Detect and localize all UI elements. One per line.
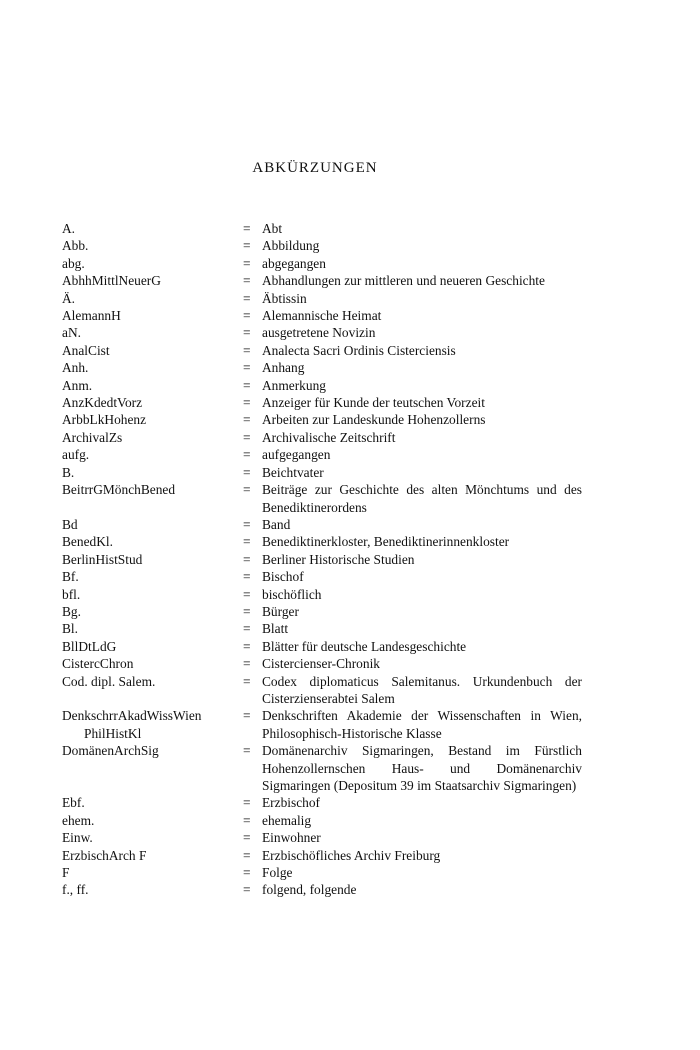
abbreviation-entry xyxy=(62,446,582,463)
equals-sign: = xyxy=(243,395,251,411)
equals-sign: = xyxy=(243,308,251,324)
abbreviation-term-line: A. xyxy=(62,221,76,236)
abbreviation-definition: bischöflich xyxy=(262,586,322,602)
abbreviation-entry xyxy=(62,342,582,359)
abbreviation-entry xyxy=(62,324,582,341)
abbreviation-definition: aufgegangen xyxy=(262,447,331,463)
abbreviation-definition: Archivalische Zeitschrift xyxy=(262,429,396,445)
abbreviation-term-line: f., ff. xyxy=(62,882,89,898)
abbreviation-definition: Folge xyxy=(262,865,293,881)
abbreviation-term-line: AnalCist xyxy=(62,342,110,358)
abbreviation-term-line: Bf. xyxy=(62,569,79,585)
abbreviation-entry xyxy=(62,568,582,585)
equals-sign: = xyxy=(243,812,251,828)
abbreviation-entry xyxy=(62,272,582,289)
equals-sign: = xyxy=(243,743,251,759)
abbreviation-term xyxy=(62,342,243,359)
abbreviation-entry xyxy=(62,533,582,550)
equals-sign: = xyxy=(243,708,251,724)
abbreviation-definition: Erzbischöfliches Archiv Freiburg xyxy=(262,847,441,863)
abbreviation-term-line: CistercChron xyxy=(62,656,134,672)
abbreviation-definition: Blatt xyxy=(262,621,289,637)
equals-sign: = xyxy=(243,429,251,445)
abbreviation-term-line: B. xyxy=(62,464,75,480)
equals-sign: = xyxy=(243,221,251,236)
abbreviation-term xyxy=(62,533,243,550)
abbreviation-term xyxy=(62,794,243,811)
abbreviation-definition: Abbildung xyxy=(262,238,320,254)
abbreviation-term-line: F xyxy=(62,865,70,881)
abbreviation-entry xyxy=(62,516,582,533)
equals-sign: = xyxy=(243,847,251,863)
equals-sign: = xyxy=(243,482,251,498)
abbreviation-term-line: BenedKl. xyxy=(62,534,113,550)
abbreviation-definition: Arbeiten zur Landeskunde Hohenzollerns xyxy=(262,412,486,428)
abbreviation-term xyxy=(62,742,243,759)
abbreviation-term xyxy=(62,707,243,742)
abbreviation-term-line: Anh. xyxy=(62,360,89,376)
abbreviation-entry xyxy=(62,481,582,516)
abbreviation-term-line: Bl. xyxy=(62,621,78,637)
abbreviation-term xyxy=(62,812,243,829)
abbreviation-entry xyxy=(62,255,582,272)
abbreviation-definition: ausgetretene Novizin xyxy=(262,325,376,341)
abbreviation-entry xyxy=(62,551,582,568)
abbreviation-entry xyxy=(62,794,582,811)
abbreviation-term-line: Abb. xyxy=(62,238,89,254)
equals-sign: = xyxy=(243,325,251,341)
abbreviation-entry xyxy=(62,673,582,708)
abbreviation-term-line: Cod. dipl. Salem. xyxy=(62,673,156,689)
equals-sign: = xyxy=(243,551,251,567)
abbreviation-term-line: Ebf. xyxy=(62,795,85,811)
abbreviation-term-line: aufg. xyxy=(62,447,90,463)
equals-sign: = xyxy=(243,412,251,428)
abbreviation-term xyxy=(62,464,243,481)
abbreviation-term-line: Anm. xyxy=(62,377,93,393)
abbreviation-term xyxy=(62,568,243,585)
abbreviation-term xyxy=(62,429,243,446)
abbreviation-term-line: aN. xyxy=(62,325,81,341)
abbreviation-definition: Beiträge zur Geschichte des alten Mönchtums und des Benediktinerordens xyxy=(262,482,582,515)
abbreviation-term xyxy=(62,307,243,324)
abbreviation-term xyxy=(62,272,243,289)
equals-sign: = xyxy=(243,534,251,550)
abbreviation-entry xyxy=(62,377,582,394)
abbreviation-definition: ehemalig xyxy=(262,812,312,828)
abbreviation-entry xyxy=(62,829,582,846)
equals-sign: = xyxy=(243,342,251,358)
equals-sign: = xyxy=(243,795,251,811)
abbreviation-entry xyxy=(62,237,582,254)
equals-sign: = xyxy=(243,464,251,480)
abbreviation-definition: Alemannische Heimat xyxy=(262,308,382,324)
abbreviation-definition: Beichtvater xyxy=(262,464,324,480)
abbreviation-definition: Blätter für deutsche Landesgeschichte xyxy=(262,638,467,654)
abbreviation-term-line: ArchivalZs xyxy=(62,429,123,445)
abbreviation-term xyxy=(62,377,243,394)
abbreviation-term-line: Einw. xyxy=(62,830,93,846)
abbreviation-term xyxy=(62,655,243,672)
abbreviation-entry xyxy=(62,411,582,428)
abbreviation-term xyxy=(62,638,243,655)
abbreviation-entry xyxy=(62,655,582,672)
abbreviation-entry xyxy=(62,742,582,794)
abbreviation-entry xyxy=(62,620,582,637)
abbreviation-term-line: Bg. xyxy=(62,603,81,619)
abbreviation-entry xyxy=(62,638,582,655)
abbreviation-term-line: Ä. xyxy=(62,290,76,306)
page-title: ABKÜRZUNGEN xyxy=(252,160,378,176)
equals-sign: = xyxy=(243,238,251,254)
equals-sign: = xyxy=(243,255,251,271)
abbreviation-term xyxy=(62,847,243,864)
abbreviation-term-line: ErzbischArch F xyxy=(62,847,147,863)
abbreviation-entry xyxy=(62,359,582,376)
abbreviation-definition: Analecta Sacri Ordinis Cisterciensis xyxy=(262,342,456,358)
abbreviation-term-line: abg. xyxy=(62,255,85,271)
equals-sign: = xyxy=(243,621,251,637)
abbreviation-term-line: DomänenArchSig xyxy=(62,743,159,759)
abbreviation-entry xyxy=(62,464,582,481)
abbreviation-entry xyxy=(62,864,582,881)
equals-sign: = xyxy=(243,586,251,602)
equals-sign: = xyxy=(243,569,251,585)
abbreviation-term-line: DenkschrrAkadWissWien xyxy=(62,708,202,724)
abbreviation-term xyxy=(62,237,243,254)
abbreviation-term xyxy=(62,673,243,690)
equals-sign: = xyxy=(243,290,251,306)
abbreviation-definition: Bürger xyxy=(262,603,299,619)
abbreviation-term-line: BllDtLdG xyxy=(62,638,117,654)
equals-sign: = xyxy=(243,603,251,619)
equals-sign: = xyxy=(243,360,251,376)
abbreviation-term-line: BeitrrGMönchBened xyxy=(62,482,176,498)
abbreviation-entry xyxy=(62,429,582,446)
abbreviation-term xyxy=(62,394,243,411)
abbreviation-term xyxy=(62,864,243,881)
equals-sign: = xyxy=(243,516,251,532)
abbreviation-definition: Abhandlungen zur mittleren und neueren Geschichte xyxy=(262,273,545,289)
abbreviation-term xyxy=(62,620,243,637)
equals-sign: = xyxy=(243,447,251,463)
abbreviation-definition: Bischof xyxy=(262,569,304,585)
abbreviation-entry xyxy=(62,307,582,324)
abbreviation-term xyxy=(62,603,243,620)
abbreviation-term xyxy=(62,446,243,463)
abbreviation-definition: Cistercienser-Chronik xyxy=(262,656,380,672)
abbreviation-definition: abgegangen xyxy=(262,255,326,271)
abbreviation-term-line: AnzKdedtVorz xyxy=(62,395,143,411)
abbreviation-term xyxy=(62,586,243,603)
abbreviation-definition: Äbtissin xyxy=(262,290,307,306)
abbreviation-entry xyxy=(62,707,582,742)
abbreviation-term xyxy=(62,290,243,307)
abbreviation-term xyxy=(62,551,243,568)
equals-sign: = xyxy=(243,656,251,672)
abbreviation-definition: Denkschriften Akademie der Wissenschaften in Wien, Philosophisch-Historische Klasse xyxy=(262,708,582,741)
equals-sign: = xyxy=(243,377,251,393)
abbreviation-definition: Erzbischof xyxy=(262,795,321,811)
equals-sign: = xyxy=(243,638,251,654)
abbreviation-term-line: Bd xyxy=(62,516,78,532)
abbreviation-term-line: ArbbLkHohenz xyxy=(62,412,147,428)
abbreviation-entry xyxy=(62,847,582,864)
abbreviation-list xyxy=(62,220,582,899)
equals-sign: = xyxy=(243,673,251,689)
abbreviation-entry xyxy=(62,394,582,411)
equals-sign: = xyxy=(243,830,251,846)
equals-sign: = xyxy=(243,882,251,898)
abbreviation-term xyxy=(62,324,243,341)
abbreviation-entry xyxy=(62,881,582,898)
abbreviation-definition: Einwohner xyxy=(262,830,321,846)
abbreviation-term-line: BerlinHistStud xyxy=(62,551,143,567)
abbreviation-term xyxy=(62,881,243,898)
abbreviation-term-line: AlemannH xyxy=(62,308,121,324)
abbreviation-term xyxy=(62,829,243,846)
abbreviation-definition: folgend, folgende xyxy=(262,882,357,898)
abbreviation-entry xyxy=(62,290,582,307)
abbreviation-term xyxy=(62,255,243,272)
equals-sign: = xyxy=(243,865,251,881)
abbreviation-definition: Benediktinerkloster, Benediktinerinnenkloster xyxy=(262,534,510,550)
abbreviation-definition: Domänenarchiv Sigmaringen, Bestand im Fürstlich Hohenzollernschen Haus- und Domänenarchiv Sigmaringen (Depositum 39 im Staatsarchiv Sigmaringen) xyxy=(262,743,582,793)
equals-sign: = xyxy=(243,273,251,289)
abbreviation-entry xyxy=(62,220,582,237)
abbreviation-term xyxy=(62,411,243,428)
abbreviation-entry xyxy=(62,603,582,620)
abbreviation-term xyxy=(62,516,243,533)
abbreviation-term xyxy=(62,220,243,237)
abbreviation-term-line: ehem. xyxy=(62,812,95,828)
abbreviation-definition: Band xyxy=(262,516,291,532)
abbreviation-definition: Anzeiger für Kunde der teutschen Vorzeit xyxy=(262,395,485,411)
abbreviation-term xyxy=(62,481,243,498)
abbreviation-definition: Anhang xyxy=(262,360,305,376)
abbreviation-definition: Berliner Historische Studien xyxy=(262,551,415,567)
abbreviation-term-line: PhilHistKl xyxy=(84,725,142,741)
abbreviation-definition: Abt xyxy=(262,221,283,236)
abbreviation-definition: Anmerkung xyxy=(262,377,326,393)
abbreviation-definition: Codex diplomaticus Salemitanus. Urkundenbuch der Cisterzienserabtei Salem xyxy=(262,673,582,706)
abbreviation-entry xyxy=(62,812,582,829)
abbreviation-entry xyxy=(62,586,582,603)
abbreviation-term-line: bfl. xyxy=(62,586,81,602)
abbreviation-term-line: AbhhMittlNeuerG xyxy=(62,273,161,289)
abbreviation-term xyxy=(62,359,243,376)
